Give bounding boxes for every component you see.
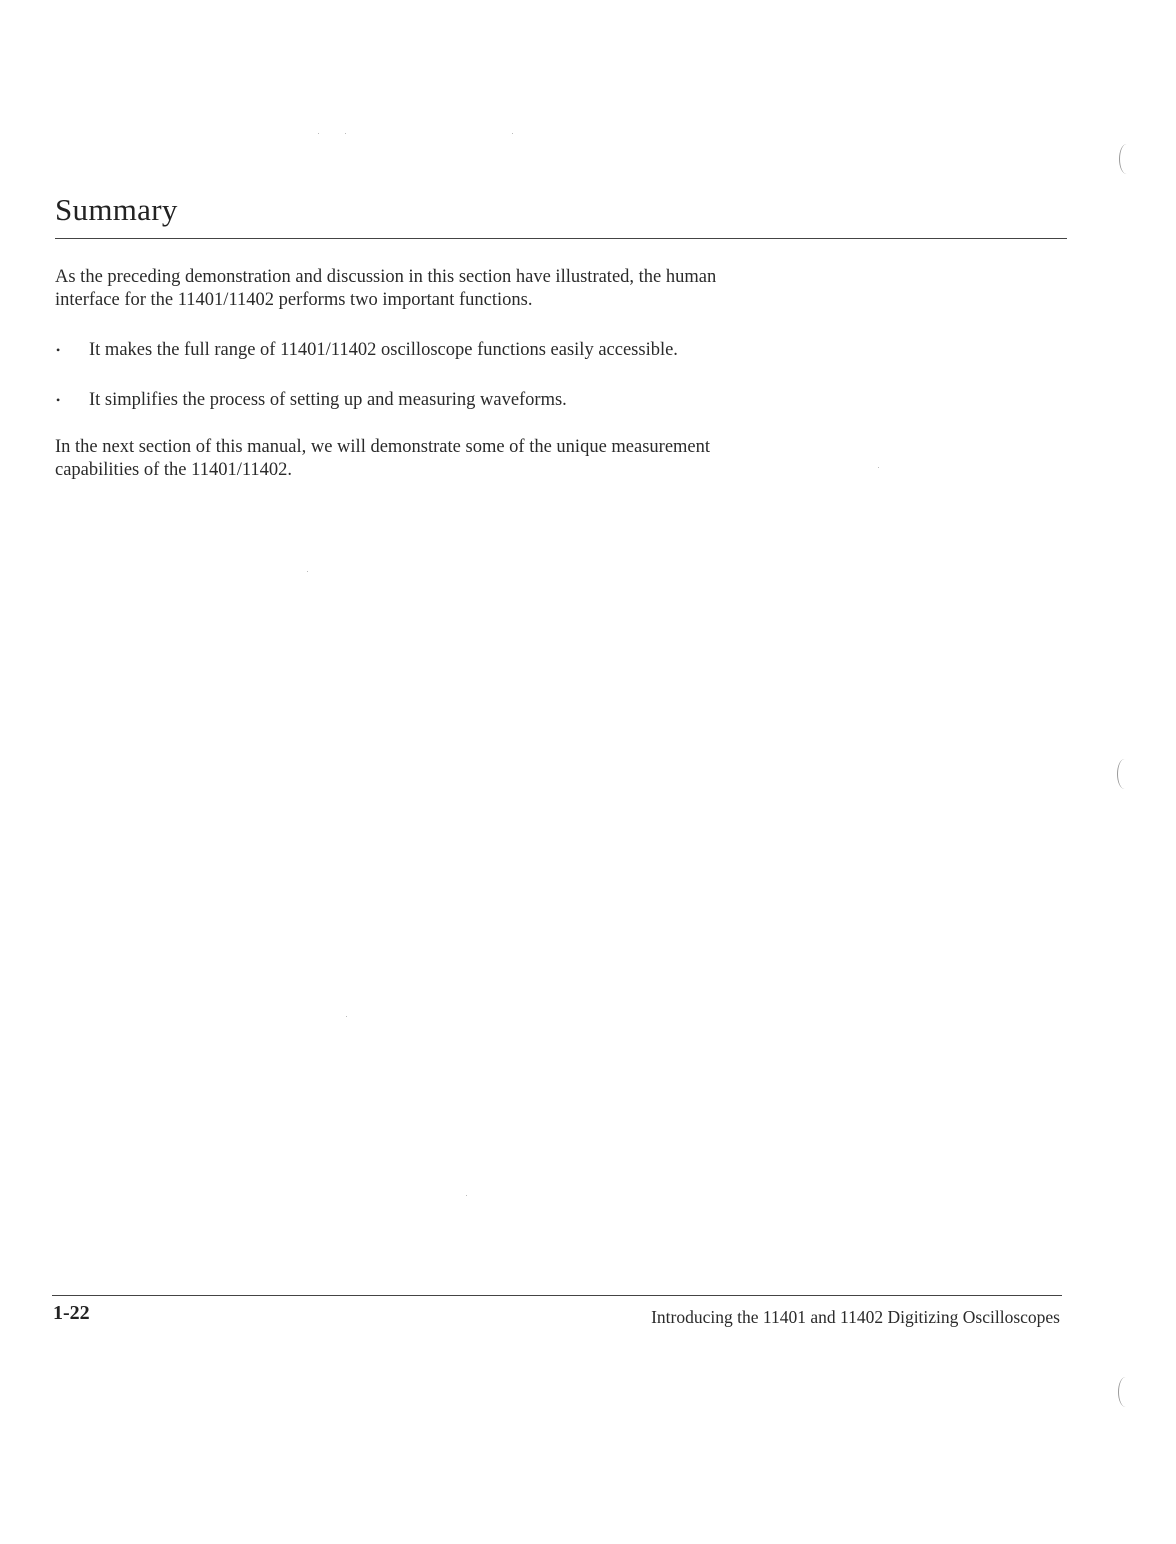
bullet-text: It makes the full range of 11401/11402 oscilloscope functions easily accessible.: [89, 340, 678, 360]
scan-speck: [307, 571, 308, 572]
binder-hole-mark: [1118, 1377, 1133, 1407]
bullet-text: It simplifies the process of setting up and measuring waveforms.: [89, 390, 567, 410]
page-number: 1-22: [53, 1302, 90, 1324]
footer-rule: [52, 1295, 1062, 1296]
scan-speck: [466, 1195, 467, 1196]
binder-hole-mark: [1117, 759, 1132, 789]
running-footer-title: Introducing the 11401 and 11402 Digitizing Oscilloscopes: [651, 1307, 1060, 1327]
closing-paragraph: In the next section of this manual, we will demonstrate some of the unique measurement capabilities of the 11401/11402.: [55, 437, 711, 480]
scan-speck: [318, 133, 319, 134]
intro-paragraph: As the preceding demonstration and discussion in this section have illustrated, the human interface for the 11401/11402 performs two important functions.: [55, 267, 717, 310]
bullet-item: [55, 389, 745, 412]
scan-speck: [512, 133, 513, 134]
bullet-item: [55, 339, 745, 362]
bullet-icon: •: [56, 343, 61, 357]
section-heading: Summary: [55, 192, 178, 227]
binder-hole-mark: [1119, 144, 1134, 174]
section-body: [55, 266, 745, 482]
heading-rule: [55, 238, 1067, 239]
scan-speck: [346, 1016, 347, 1017]
bullet-icon: •: [56, 393, 61, 407]
scan-speck: [345, 133, 346, 134]
scan-speck: [878, 467, 879, 468]
bullet-list: [55, 339, 745, 412]
